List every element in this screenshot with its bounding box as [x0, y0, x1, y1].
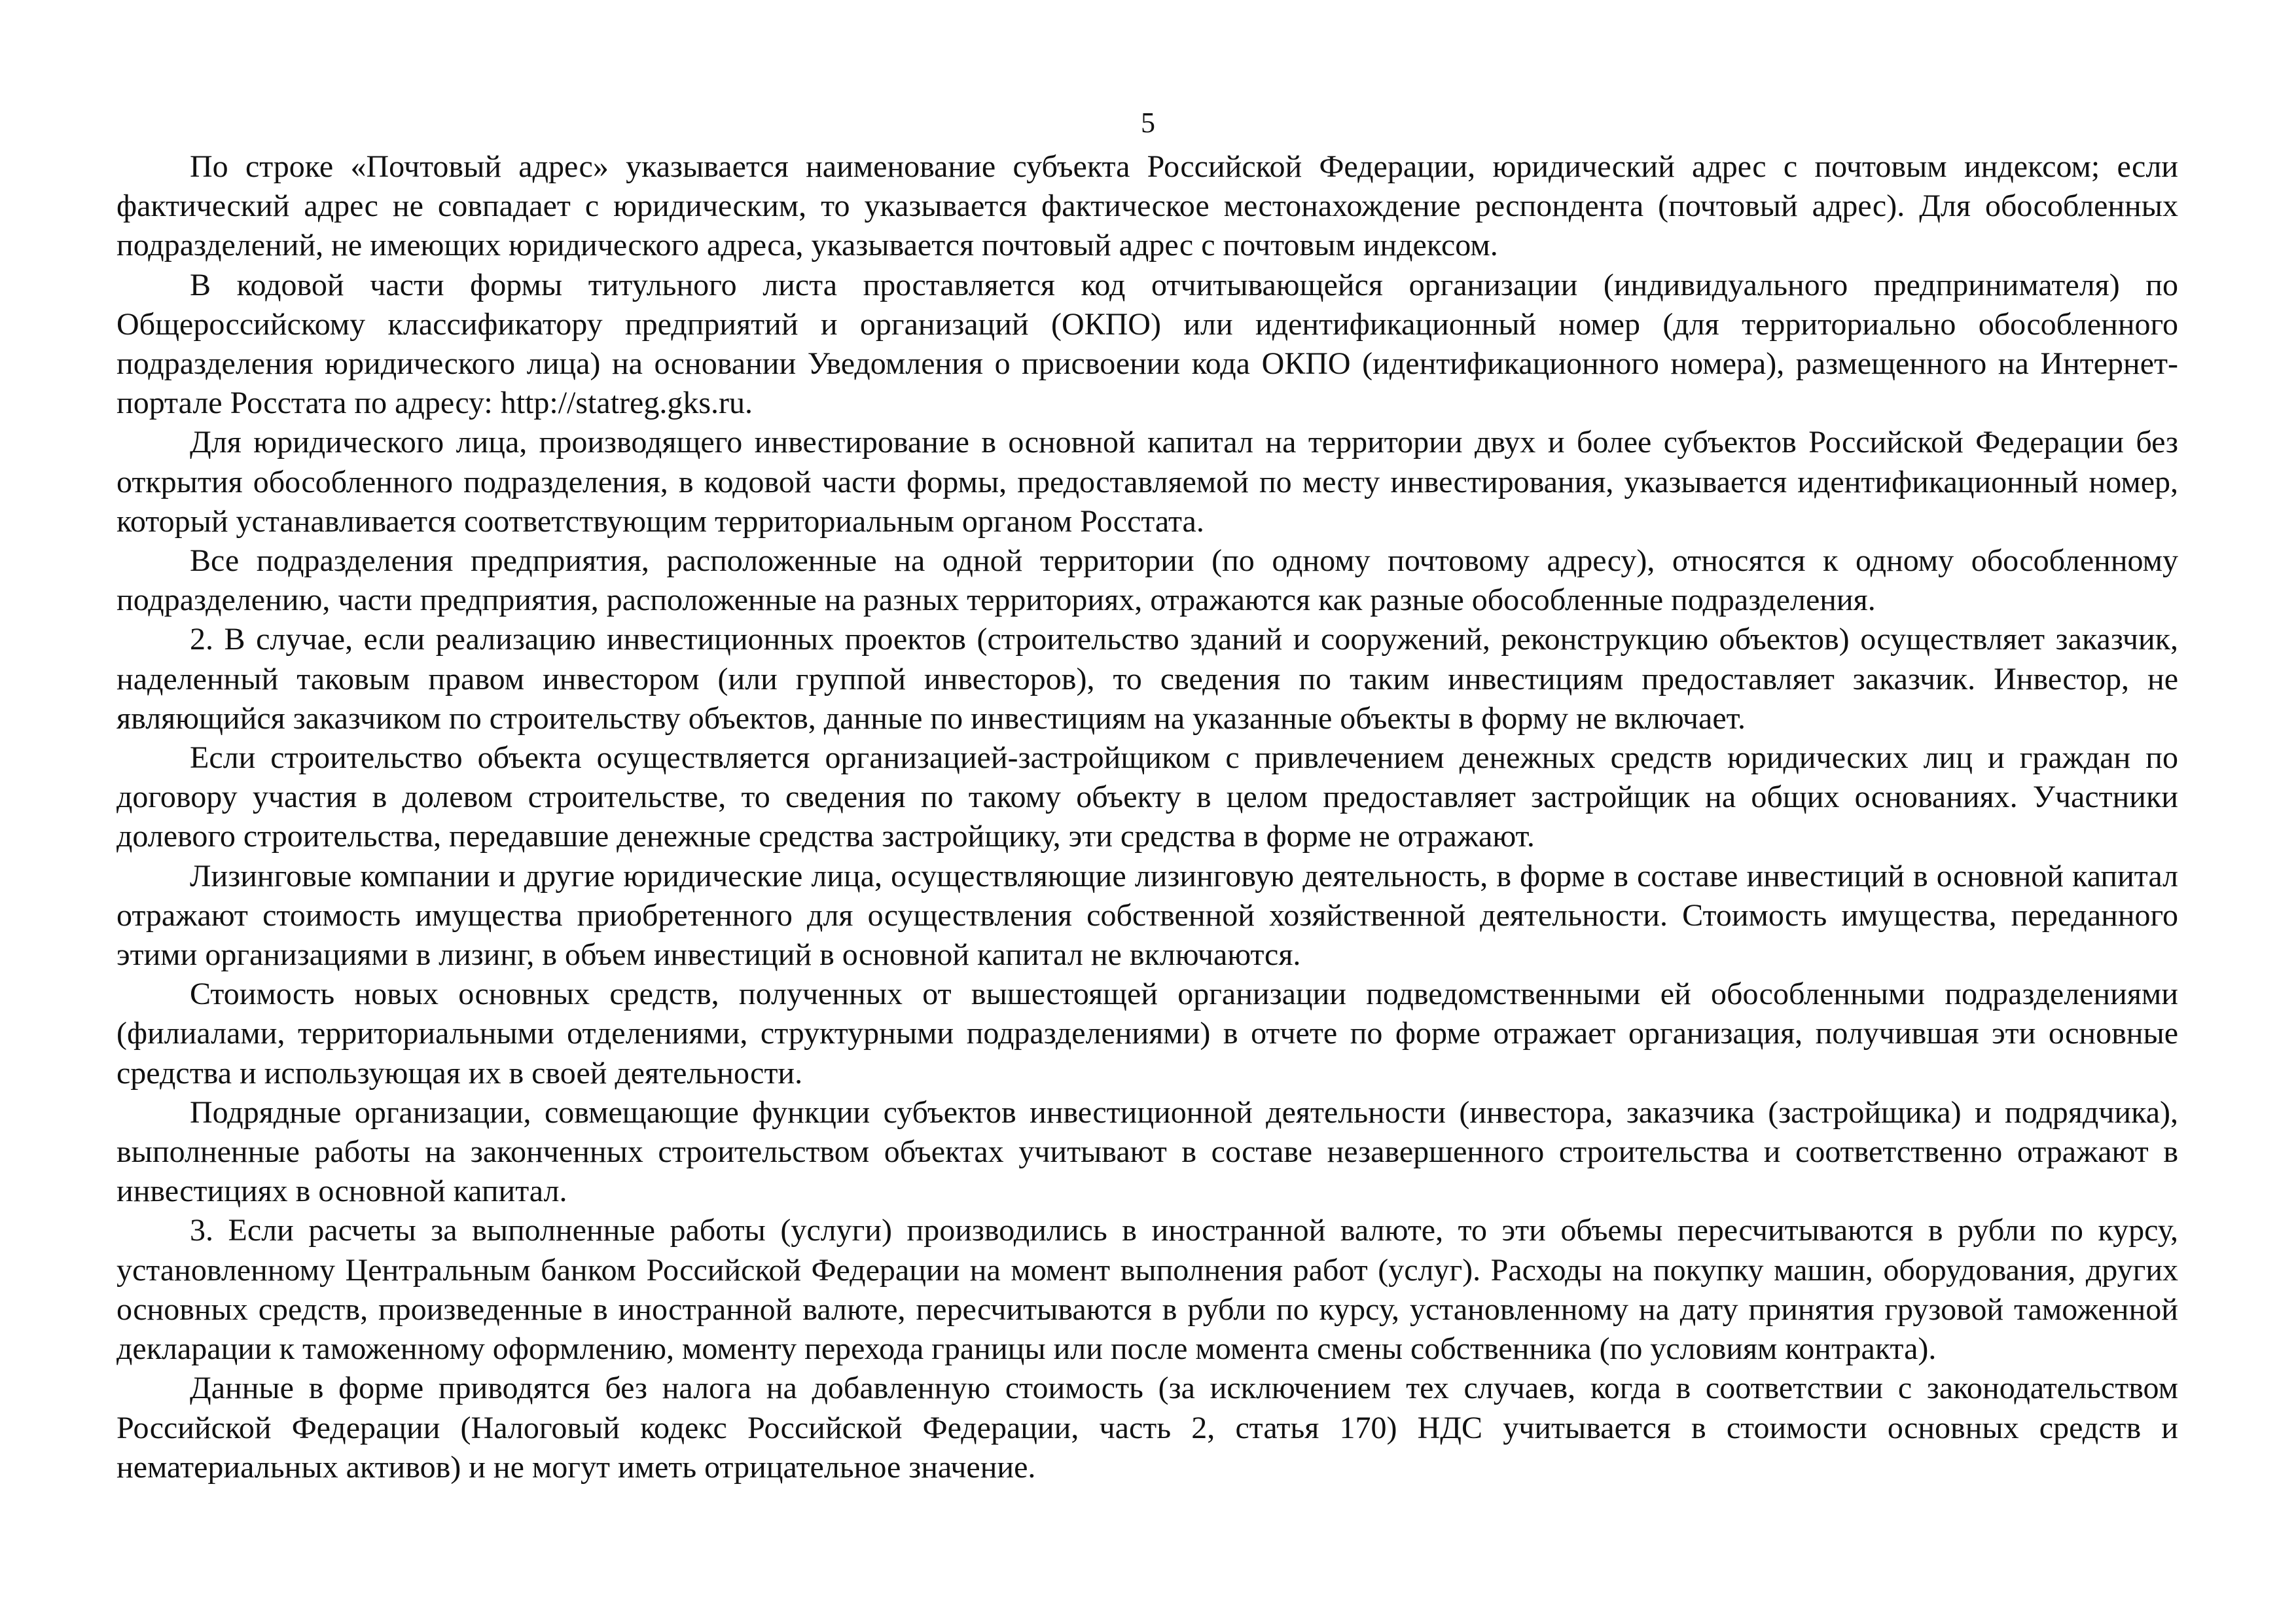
document-body [117, 147, 2178, 1487]
paragraph-okpo-code: В кодовой части формы титульного листа проставляется код отчитывающейся организации (индивидуального предпринимателя) по Общероссийскому классификатору предприятий и организаций (ОКПО) или идентификационный номер (для территориально обособленного подразделения юридического лица) на основании Уведомления о присвоении кода ОКПО (идентификационного номера), размещенного на Интернет-портале Росстата по адресу: http://statreg.gks.ru. [117, 267, 2178, 421]
paragraph-section-2-customer: 2. В случае, если реализацию инвестиционных проектов (строительство зданий и сооружений, реконструкцию объектов) осуществляет заказчик, наделенный таковым правом инвестором (или группой инвесторов), то сведения по таким инвестициям предоставляет заказчик. Инвестор, не являющийся заказчиком по строительству объектов, данные по инвестициям на указанные объекты в форму не включает. [117, 622, 2178, 736]
paragraph-postal-address: По строке «Почтовый адрес» указывается наименование субъекта Российской Федерации, юридический адрес с почтовым индексом; если фактический адрес не совпадает с юридическим, то указывается фактическое местонахождение респондента (почтовый адрес). Для обособленных подразделений, не имеющих юридического адреса, указывается почтовый адрес с почтовым индексом. [117, 149, 2178, 263]
paragraph-new-fixed-assets: Стоимость новых основных средств, полученных от вышестоящей организации подведомственными ей обособленными подразделениями (филиалами, территориальными отделениями, структурными подразделениями) в отчете по форме отражает организация, получившая эти основные средства и использующая их в своей деятельности. [117, 977, 2178, 1091]
paragraph-developer: Если строительство объекта осуществляется организацией-застройщиком с привлечением денежных средств юридических лиц и граждан по договору участия в долевом строительстве, то сведения по такому объекту в целом предоставляет застройщик на общих основаниях. Участники долевого строительства, передавшие денежные средства застройщику, эти средства в форме не отражают. [117, 740, 2178, 854]
paragraph-contractors: Подрядные организации, совмещающие функции субъектов инвестиционной деятельности (инвестора, заказчика (застройщика) и подрядчика), выполненные работы на законченных строительством объектах учитывают в составе незавершенного строительства и соответственно отражают в инвестициях в основной капитал. [117, 1094, 2178, 1209]
paragraph-section-3-currency: 3. Если расчеты за выполненные работы (услуги) производились в иностранной валюте, то эти объемы пересчитываются в рубли по курсу, установленному Центральным банком Российской Федерации на момент выполнения работ (услуг). Расходы на покупку машин, оборудования, других основных средств, произведенные в иностранной валюте, пересчитываются в рубли по курсу, установленному на дату принятия грузовой таможенной декларации к таможенному оформлению, моменту перехода границы или после момента смены собственника (по условиям контракта). [117, 1213, 2178, 1367]
page-number: 5 [1141, 107, 1155, 139]
paragraph-subdivisions: Все подразделения предприятия, расположенные на одной территории (по одному почтовому адресу), относятся к одному обособленному подразделению, части предприятия, расположенные на разных территориях, отражаются как разные обособленные подразделения. [117, 543, 2178, 618]
paragraph-leasing: Лизинговые компании и другие юридические лица, осуществляющие лизинговую деятельность, в форме в составе инвестиций в основной капитал отражают стоимость имущества приобретенного для осуществления собственной хозяйственной деятельности. Стоимость имущества, переданного этими организациями в лизинг, в объем инвестиций в основной капитал не включаются. [117, 858, 2178, 973]
paragraph-vat: Данные в форме приводятся без налога на добавленную стоимость (за исключением тех случаев, когда в соответствии с законодательством Российской Федерации (Налоговый кодекс Российской Федерации, часть 2, статья 170) НДС учитывается в стоимости основных средств и нематериальных активов) и не могут иметь отрицательное значение. [117, 1371, 2178, 1485]
paragraph-multi-region-investment: Для юридического лица, производящего инвестирование в основной капитал на территории двух и более субъектов Российской Федерации без открытия обособленного подразделения, в кодовой части формы, предоставляемой по месту инвестирования, указывается идентификационный номер, который устанавливается соответствующим территориальным органом Росстата. [117, 425, 2178, 539]
